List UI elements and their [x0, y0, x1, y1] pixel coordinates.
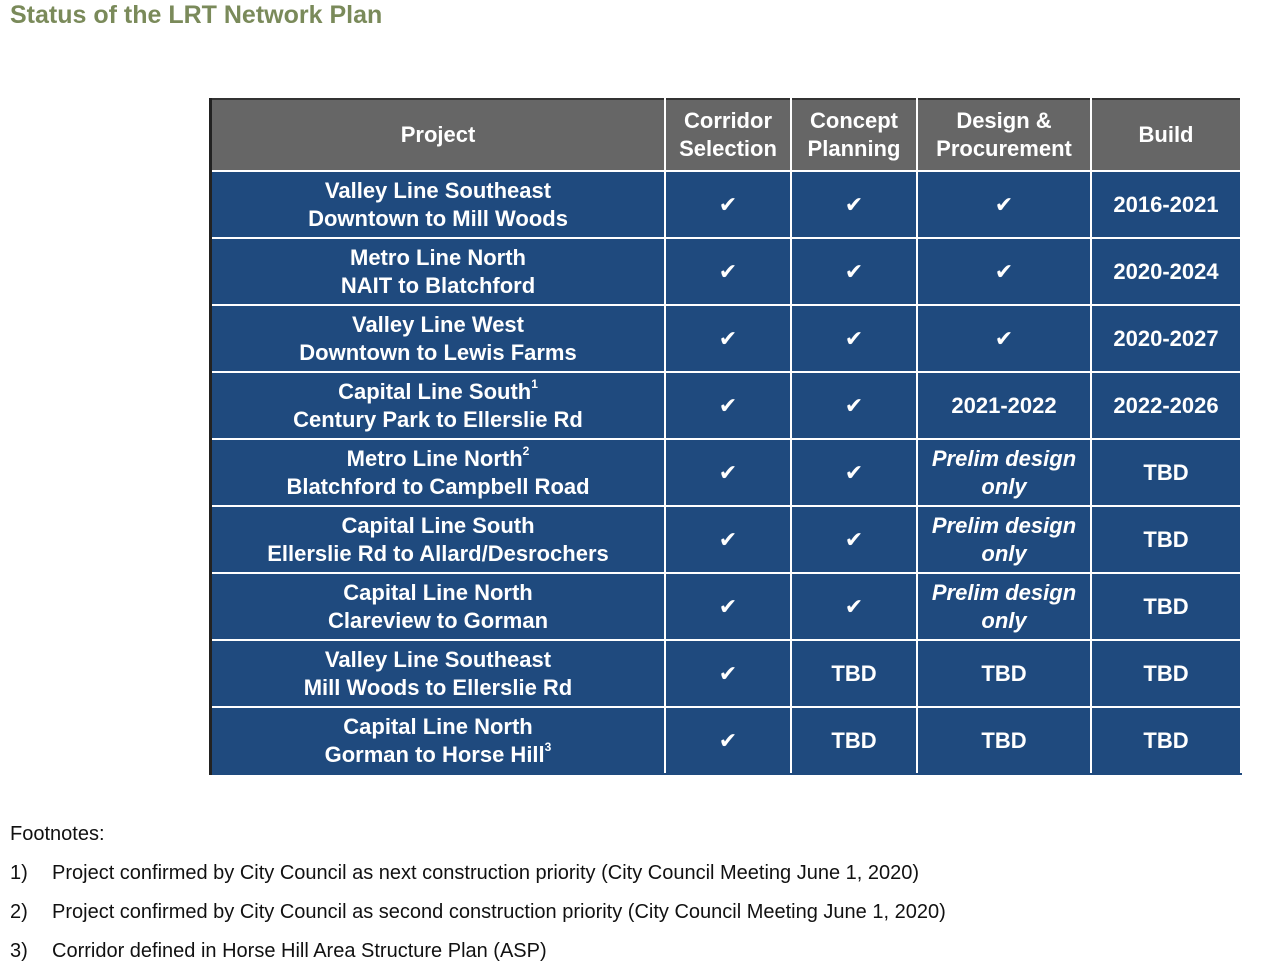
project-cell: [211, 305, 666, 372]
project-segment: [212, 205, 664, 233]
footnote-marker: 3: [544, 740, 552, 755]
design-status-line2: only: [981, 473, 1027, 499]
design-check-icon: [917, 238, 1091, 305]
project-segment-text: Century Park to Ellerslie Rd: [293, 406, 583, 432]
project-name-text: Capital Line South: [341, 512, 535, 538]
design-status-line1: Prelim design: [931, 512, 1077, 538]
project-segment: [212, 674, 664, 702]
table-row: [211, 573, 1242, 640]
table-row: [211, 640, 1242, 707]
project-name: [212, 177, 664, 205]
table-row: [211, 439, 1242, 506]
corridor-check-icon: ✔: [665, 439, 791, 506]
project-name: [212, 445, 664, 473]
project-name: [212, 311, 664, 339]
concept-status: TBD: [791, 707, 917, 774]
table-row: [211, 171, 1242, 238]
footnote-number: 3): [10, 940, 28, 962]
header-design-line1: Design &: [956, 108, 1052, 133]
footnote-marker: 2: [522, 444, 530, 459]
concept-check-icon: ✔: [791, 171, 917, 238]
footnote-text: Corridor defined in Horse Hill Area Structure Plan (ASP): [52, 940, 547, 962]
footnote-text: Project confirmed by City Council as second construction priority (City Council Meeting June 1, 2020): [52, 901, 946, 923]
project-segment-text: Blatchford to Campbell Road: [286, 473, 590, 499]
footnote-number: 1): [10, 862, 28, 884]
header-build: Build: [1091, 99, 1241, 171]
build-period: TBD: [1091, 640, 1241, 707]
build-period: TBD: [1091, 707, 1241, 774]
table-row: [211, 305, 1242, 372]
design-status: [917, 372, 1091, 439]
project-name-text: Valley Line Southeast: [324, 177, 552, 203]
design-check-icon: [917, 171, 1091, 238]
project-name: [212, 579, 664, 607]
project-segment-text: Downtown to Mill Woods: [308, 205, 568, 231]
project-segment-text: NAIT to Blatchford: [340, 272, 536, 298]
build-period: TBD: [1091, 439, 1241, 506]
build-period: 2020-2027: [1091, 305, 1241, 372]
project-cell: [211, 372, 666, 439]
design-status: [917, 573, 1091, 640]
project-segment: [212, 540, 664, 568]
design-status-line2: only: [981, 607, 1027, 633]
design-check-icon: [917, 305, 1091, 372]
project-name-text: Capital Line North: [343, 579, 533, 605]
build-period: 2020-2024: [1091, 238, 1241, 305]
concept-check-icon: ✔: [791, 372, 917, 439]
design-status: [917, 439, 1091, 506]
project-name-text: Capital Line South: [338, 378, 532, 404]
corridor-check-icon: ✔: [665, 707, 791, 774]
design-status-line2: only: [981, 540, 1027, 566]
header-project: Project: [211, 99, 666, 171]
project-segment: [212, 406, 664, 434]
corridor-check-icon: ✔: [665, 506, 791, 573]
project-segment: [212, 339, 664, 367]
project-name: [212, 378, 664, 406]
concept-check-icon: ✔: [791, 506, 917, 573]
project-name: [212, 646, 664, 674]
footnote-item: [10, 859, 946, 887]
header-corridor-line2: Selection: [679, 136, 777, 161]
project-cell: [211, 238, 666, 305]
corridor-check-icon: ✔: [665, 372, 791, 439]
project-cell: [211, 439, 666, 506]
header-concept-line2: Planning: [807, 136, 901, 161]
corridor-check-icon: ✔: [665, 305, 791, 372]
design-status-line1: 2021-2022: [951, 392, 1057, 418]
header-design-line2: Procurement: [936, 136, 1072, 161]
project-segment-text: Downtown to Lewis Farms: [299, 339, 577, 365]
design-status-line1: Prelim design: [931, 579, 1077, 605]
project-cell: [211, 171, 666, 238]
project-name-text: Valley Line Southeast: [324, 646, 552, 672]
corridor-check-icon: ✔: [665, 238, 791, 305]
corridor-check-icon: ✔: [665, 640, 791, 707]
table-row: [211, 238, 1242, 305]
build-period: 2022-2026: [1091, 372, 1241, 439]
project-name: [212, 512, 664, 540]
project-name: [212, 244, 664, 272]
design-status-line1: ✔: [994, 325, 1014, 351]
project-name-text: Valley Line West: [351, 311, 524, 337]
project-cell: [211, 640, 666, 707]
corridor-check-icon: ✔: [665, 171, 791, 238]
design-status-line1: Prelim design: [931, 445, 1077, 471]
concept-check-icon: ✔: [791, 439, 917, 506]
footnote-text: Project confirmed by City Council as next construction priority (City Council Meeting June 1, 2020): [52, 862, 920, 884]
project-segment: [212, 272, 664, 300]
project-cell: [211, 506, 666, 573]
concept-check-icon: ✔: [791, 573, 917, 640]
table-row: [211, 707, 1242, 774]
design-status: [917, 707, 1091, 774]
footnote-marker: 1: [531, 377, 538, 392]
footnote-number: 2): [10, 901, 28, 923]
corridor-check-icon: ✔: [665, 573, 791, 640]
project-segment: [212, 607, 664, 635]
design-status: [917, 640, 1091, 707]
header-corridor-selection: [665, 99, 791, 171]
page-title: Status of the LRT Network Plan: [10, 1, 383, 29]
header-concept-planning: [791, 99, 917, 171]
project-segment: [212, 473, 664, 501]
table-body: [211, 171, 1242, 774]
lrt-status-table: [209, 98, 1242, 775]
project-name: [212, 713, 664, 741]
project-segment: [212, 741, 664, 769]
design-status-line1: TBD: [981, 727, 1027, 753]
design-status: [917, 506, 1091, 573]
table-row: [211, 372, 1242, 439]
project-segment-text: Ellerslie Rd to Allard/Desrochers: [267, 540, 609, 566]
concept-status: TBD: [791, 640, 917, 707]
project-name-text: Metro Line North: [346, 445, 523, 471]
project-cell: [211, 573, 666, 640]
project-name-text: Metro Line North: [350, 244, 526, 270]
build-period: TBD: [1091, 573, 1241, 640]
header-design-procurement: [917, 99, 1091, 171]
project-segment-text: Clareview to Gorman: [327, 607, 549, 633]
design-status-line1: ✔: [994, 191, 1014, 217]
build-period: 2016-2021: [1091, 171, 1241, 238]
footnote-item: [10, 898, 946, 926]
project-cell: [211, 707, 666, 774]
design-status-line1: TBD: [981, 660, 1027, 686]
footnote-item: [10, 937, 946, 965]
concept-check-icon: ✔: [791, 305, 917, 372]
concept-check-icon: ✔: [791, 238, 917, 305]
design-status-line1: ✔: [994, 258, 1014, 284]
build-period: TBD: [1091, 506, 1241, 573]
project-segment-text: Gorman to Horse Hill: [324, 741, 545, 767]
project-name-text: Capital Line North: [343, 713, 533, 739]
table-header-row: [211, 99, 1242, 171]
header-corridor-line1: Corridor: [684, 108, 772, 133]
table-row: [211, 506, 1242, 573]
header-concept-line1: Concept: [810, 108, 898, 133]
project-segment-text: Mill Woods to Ellerslie Rd: [303, 674, 573, 700]
footnotes-heading: Footnotes:: [10, 823, 105, 845]
footnotes-section: [10, 820, 946, 976]
